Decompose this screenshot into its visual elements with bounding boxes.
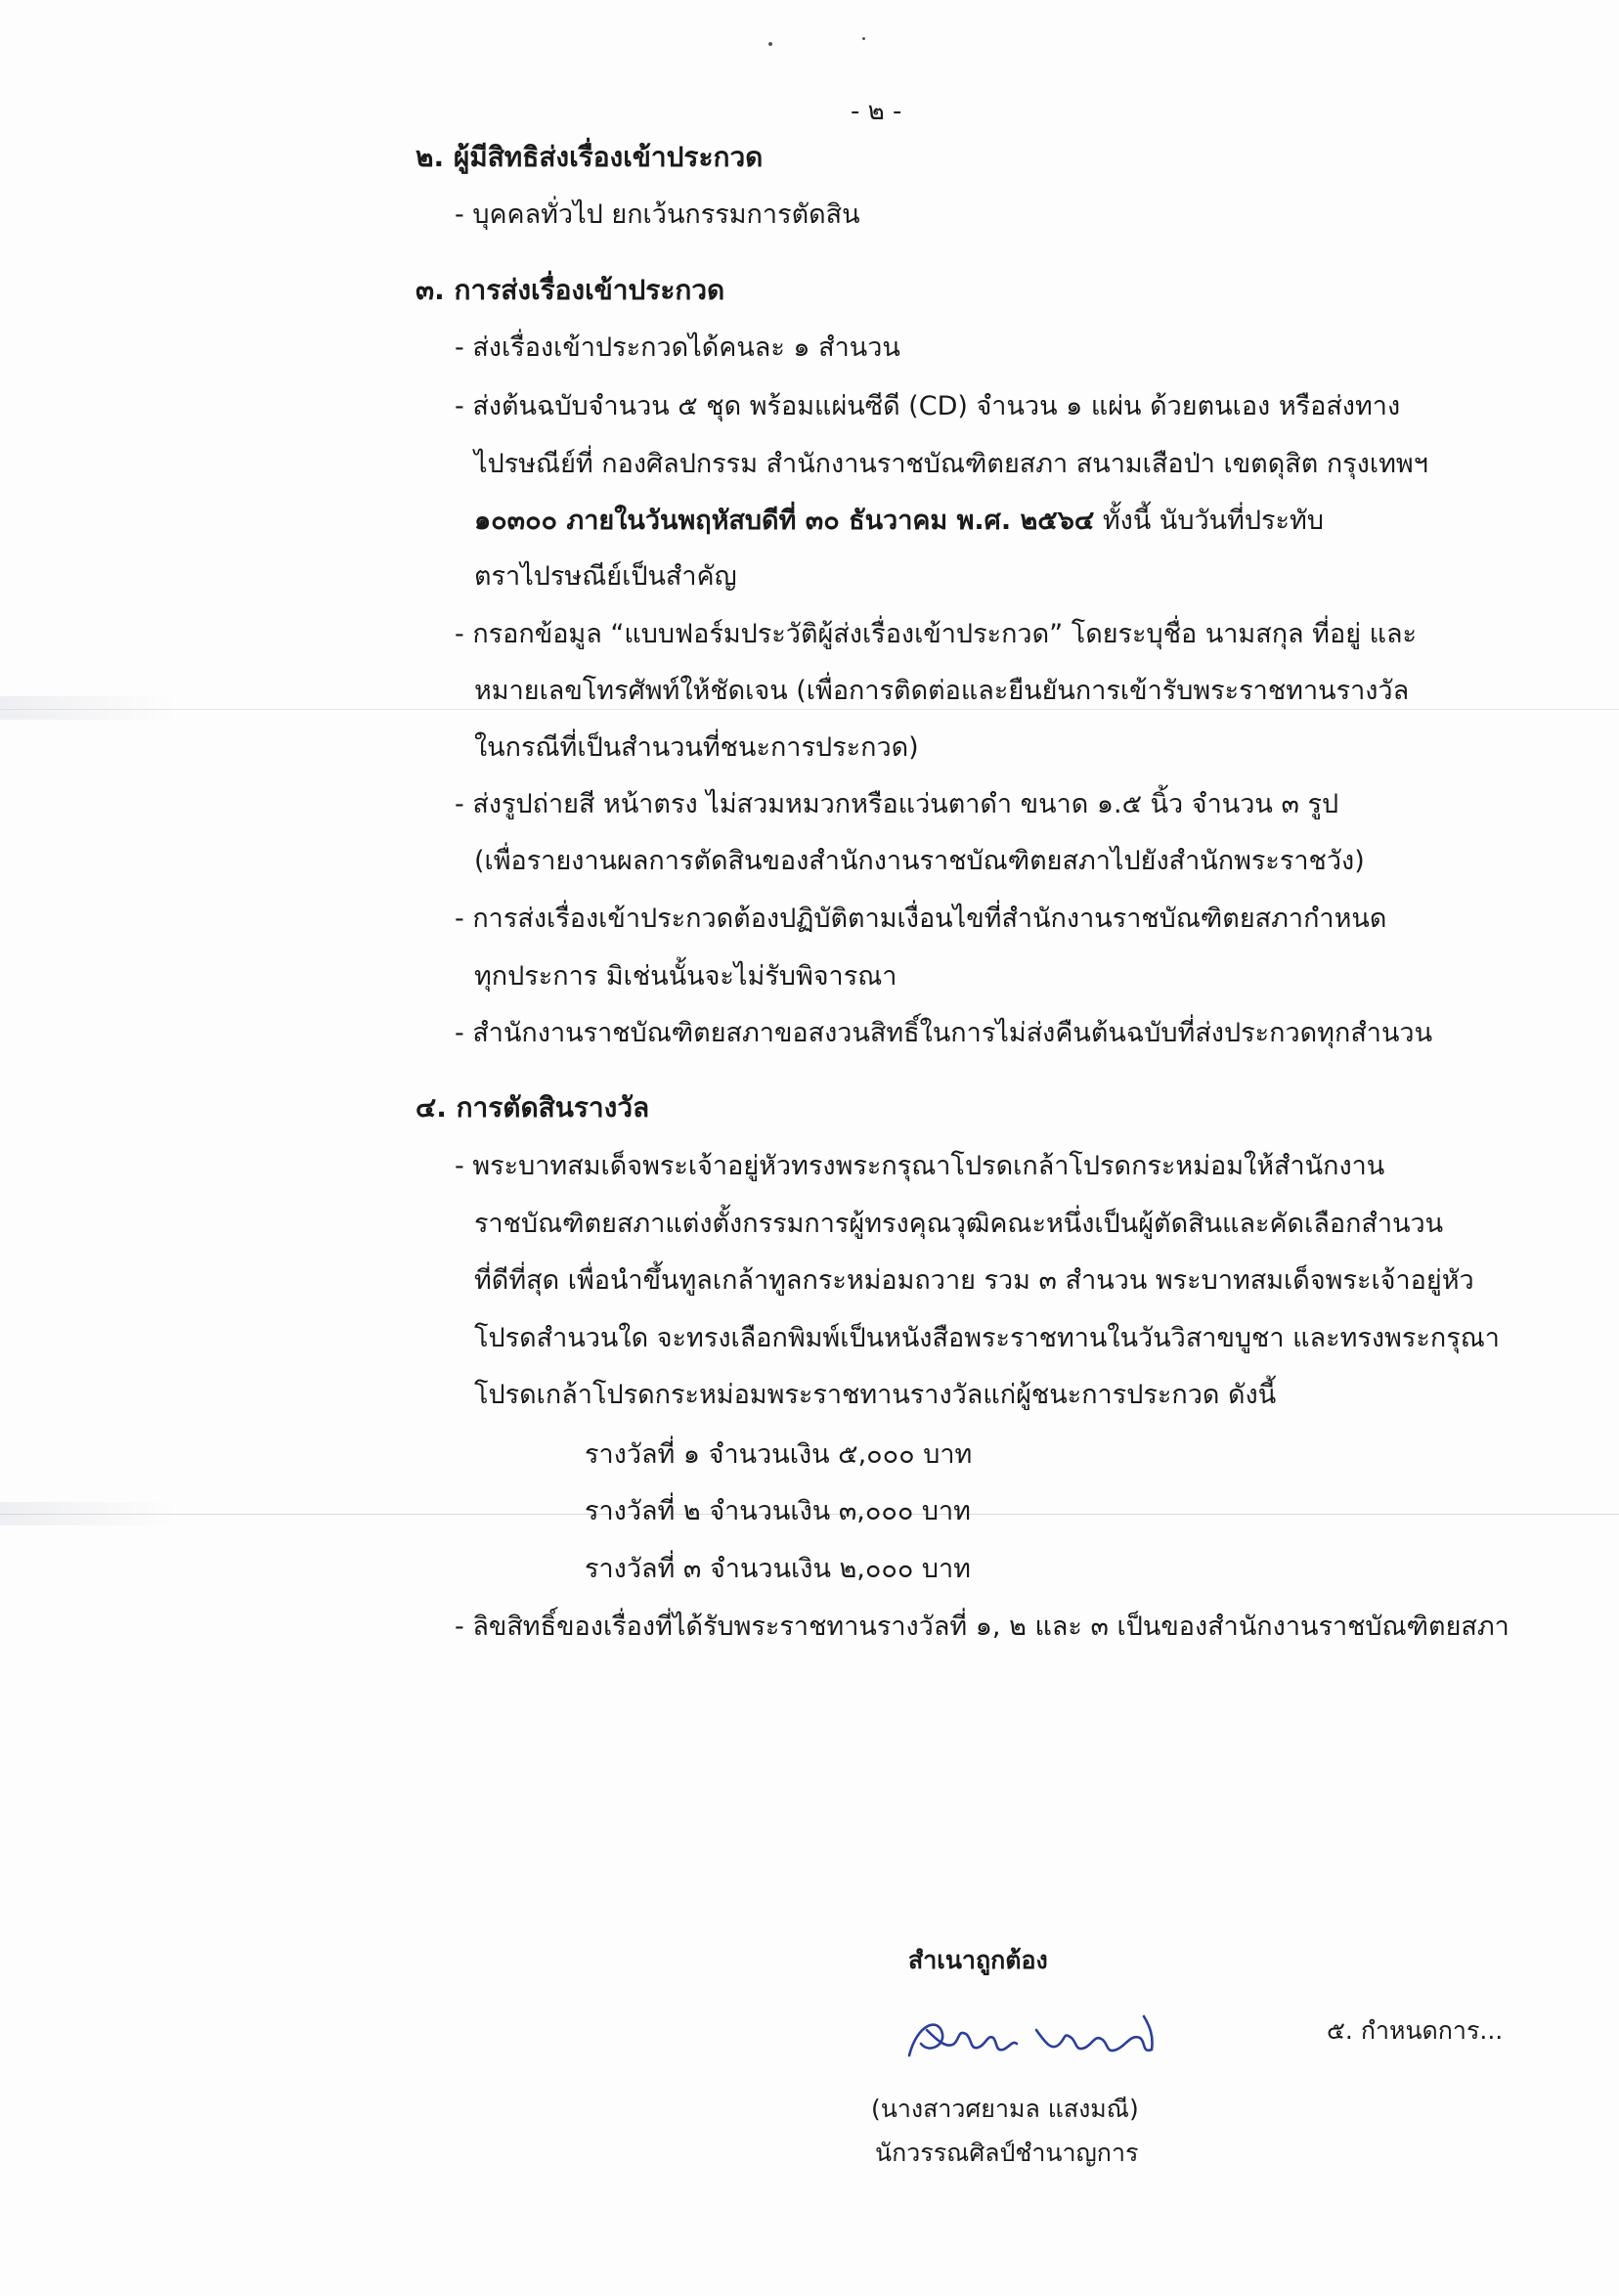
prize-3: รางวัลที่ ๓ จำนวนเงิน ๒,๐๐๐ บาท — [585, 1554, 971, 1584]
section-4-heading: ๔. การตัดสินรางวัล — [416, 1091, 650, 1124]
section-4-item-2: - ลิขสิทธิ์ของเรื่องที่ได้รับพระราชทานรางวัลที่ ๑, ๒ และ ๓ เป็นของสำนักงานราชบัณฑิตยสภา — [455, 1612, 1510, 1642]
fold-line-upper — [0, 709, 1619, 710]
section-3-item-3-line-1: - กรอกข้อมูล “แบบฟอร์มประวัติผู้ส่งเรื่องเข้าประกวด” โดยระบุชื่อ นามสกุล ที่อยู่ และ — [455, 619, 1418, 649]
section-3-item-4-line-1: - ส่งรูปถ่ายสี หน้าตรง ไม่สวมหมวกหรือแว่นตาดำ ขนาด ๑.๕ นิ้ว จำนวน ๓ รูป — [455, 789, 1339, 819]
fold-smudge-upper — [0, 696, 176, 720]
section-3-heading: ๓. การส่งเรื่องเข้าประกวด — [416, 274, 725, 306]
deadline-text: ๑๐๓๐๐ ภายในวันพฤหัสบดีที่ ๓๐ ธันวาคม พ.ศ. ๒๕๖๔ — [474, 506, 1095, 536]
section-3-item-2-line-4: ตราไปรษณีย์เป็นสำคัญ — [474, 561, 737, 592]
section-4-item-1-line-4: โปรดสำนวนใด จะทรงเลือกพิมพ์เป็นหนังสือพระราชทานในวันวิสาขบูชา และทรงพระกรุณา — [474, 1323, 1500, 1353]
section-3-item-1: - ส่งเรื่องเข้าประกวดได้คนละ ๑ สำนวน — [455, 332, 900, 363]
fold-smudge-lower — [0, 1502, 176, 1525]
deadline-note: ทั้งนี้ นับวันที่ประทับ — [1094, 506, 1324, 536]
section-2-heading: ๒. ผู้มีสิทธิส่งเรื่องเข้าประกวด — [416, 141, 764, 173]
section-4-item-1-line-3: ที่ดีที่สุด เพื่อนำขึ้นทูลเกล้าทูลกระหม่อมถวาย รวม ๓ สำนวน พระบาทสมเด็จพระเจ้าอยู่หัว — [474, 1265, 1474, 1296]
section-3-item-2-line-1: - ส่งต้นฉบับจำนวน ๕ ชุด พร้อมแผ่นซีดี (CD) จำนวน ๑ แผ่น ด้วยตนเอง หรือส่งทาง — [455, 391, 1401, 421]
section-4-item-1-line-1: - พระบาทสมเด็จพระเจ้าอยู่หัวทรงพระกรุณาโปรดเกล้าโปรดกระหม่อมให้สำนักงาน — [455, 1151, 1385, 1181]
section-2-item-1: - บุคคลทั่วไป ยกเว้นกรรมการตัดสิน — [455, 199, 860, 230]
page-number: - ๒ - — [851, 97, 902, 126]
certifier-position: นักวรรณศิลป์ชำนาญการ — [875, 2139, 1139, 2167]
scan-speck — [768, 42, 772, 46]
section-3-item-6: - สำนักงานราชบัณฑิตยสภาขอสงวนสิทธิ์ในการไม่ส่งคืนต้นฉบับที่ส่งประกวดทุกสำนวน — [455, 1018, 1433, 1048]
section-4-item-1-line-5: โปรดเกล้าโปรดกระหม่อมพระราชทานรางวัลแก่ผู้ชนะการประกวด ดังนี้ — [474, 1380, 1277, 1410]
section-3-item-3-line-3: ในกรณีที่เป็นสำนวนที่ชนะการประกวด) — [474, 732, 919, 763]
handwritten-signature — [899, 2005, 1193, 2073]
section-3-item-3-line-2: หมายเลขโทรศัพท์ให้ชัดเจน (เพื่อการติดต่อและยืนยันการเข้ารับพระราชทานรางวัล — [474, 676, 1410, 706]
prize-2: รางวัลที่ ๒ จำนวนเงิน ๓,๐๐๐ บาท — [585, 1496, 971, 1526]
section-3-item-2-line-3 — [474, 504, 1324, 539]
section-3-item-5-line-2: ทุกประการ มิเช่นนั้นจะไม่รับพิจารณา — [474, 961, 897, 992]
section-3-item-5-line-1: - การส่งเรื่องเข้าประกวดต้องปฏิบัติตามเงื่อนไขที่สำนักงานราชบัณฑิตยสภากำหนด — [455, 904, 1387, 934]
section-3-item-4-line-2: (เพื่อรายงานผลการตัดสินของสำนักงานราชบัณฑิตยสภาไปยังสำนักพระราชวัง) — [474, 846, 1365, 876]
certifier-name: (นางสาวศยามล แสงมณี) — [871, 2095, 1139, 2123]
scan-speck — [862, 37, 865, 40]
certification-label: สำเนาถูกต้อง — [908, 1946, 1048, 1974]
prize-1: รางวัลที่ ๑ จำนวนเงิน ๕,๐๐๐ บาท — [585, 1439, 973, 1470]
section-3-item-2-line-2: ไปรษณีย์ที่ กองศิลปกรรม สำนักงานราชบัณฑิตยสภา สนามเสือป่า เขตดุสิต กรุงเทพฯ — [474, 449, 1428, 479]
continuation-marker: ๕. กำหนดการ... — [1327, 2016, 1504, 2045]
section-4-item-1-line-2: ราชบัณฑิตยสภาแต่งตั้งกรรมการผู้ทรงคุณวุฒิคณะหนึ่งเป็นผู้ตัดสินและคัดเลือกสำนวน — [474, 1209, 1444, 1239]
